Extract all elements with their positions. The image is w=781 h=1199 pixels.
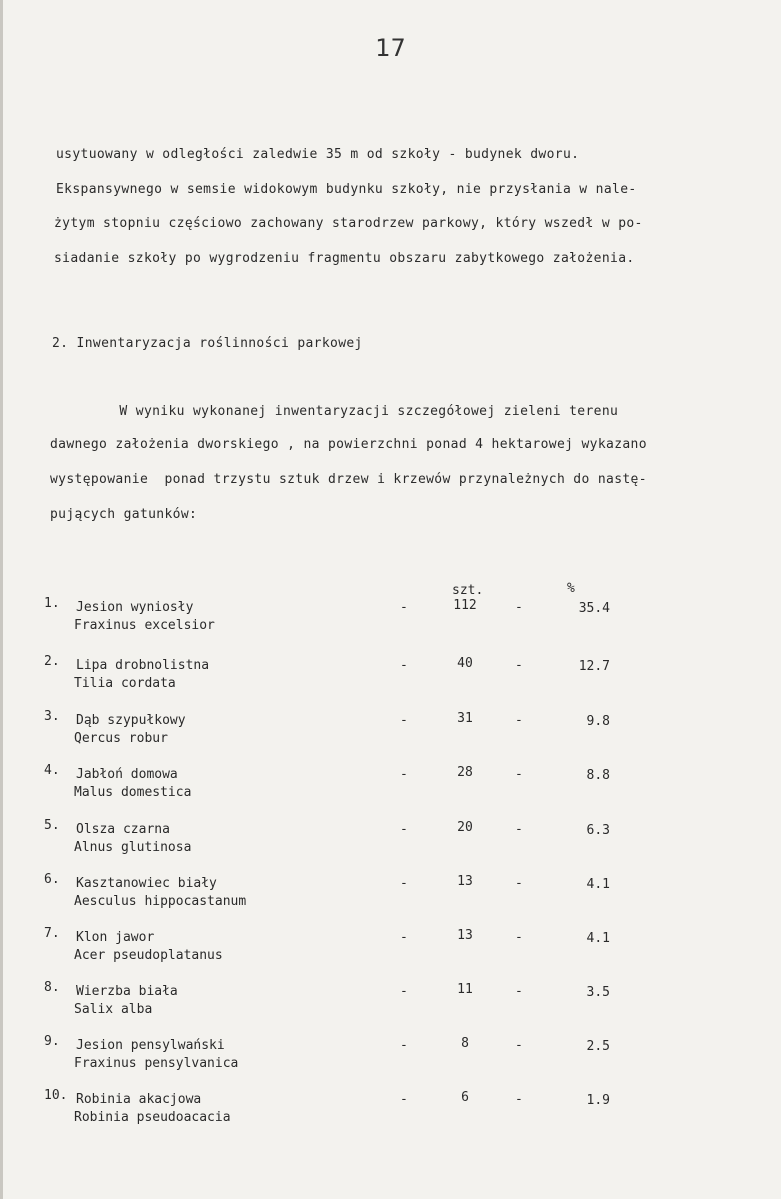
species-latin-name: Alnus glutinosa: [74, 840, 192, 855]
species-polish-name: Jesion wyniosły: [76, 600, 194, 615]
page-number: 17: [375, 34, 406, 62]
count-value: 11: [457, 982, 473, 997]
percent-value: 4.1: [586, 877, 610, 892]
separator-dash: -: [515, 600, 523, 615]
intro-line: usytuowany w odległości zaledwie 35 m od szkoły - budynek dworu.: [56, 147, 580, 162]
row-number: 8.: [44, 980, 60, 995]
row-number: 6.: [44, 872, 60, 887]
intro-line: siadanie szkoły po wygrodzeniu fragmentu obszaru zabytkowego założenia.: [54, 251, 635, 266]
species-latin-name: Fraxinus excelsior: [74, 618, 215, 633]
separator-dash: -: [515, 1092, 523, 1107]
count-value: 8: [461, 1036, 469, 1051]
table-row: [0, 872, 781, 922]
table-row: [0, 980, 781, 1030]
paragraph-line: występowanie ponad trzystu sztuk drzew i krzewów przynależnych do nastę-: [50, 472, 647, 487]
species-polish-name: Klon jawor: [76, 930, 155, 945]
table-row: [0, 1088, 781, 1138]
species-polish-name: Kasztanowiec biały: [76, 876, 217, 891]
separator-dash: -: [515, 822, 523, 837]
species-latin-name: Fraxinus pensylvanica: [74, 1056, 239, 1071]
separator-dash: -: [515, 984, 523, 999]
table-row: [0, 596, 781, 646]
row-number: 2.: [44, 654, 60, 669]
count-value: 13: [457, 874, 473, 889]
percent-value: 9.8: [586, 714, 610, 729]
count-value: 20: [457, 820, 473, 835]
species-latin-name: Qercus robur: [74, 731, 168, 746]
separator-dash: -: [400, 1038, 408, 1053]
species-polish-name: Jabłoń domowa: [76, 767, 178, 782]
species-latin-name: Acer pseudoplatanus: [74, 948, 223, 963]
separator-dash: -: [400, 984, 408, 999]
paragraph-line: pujących gatunków:: [50, 507, 198, 522]
paragraph-line: W wyniku wykonanej inwentaryzacji szczegółowej zieleni terenu: [54, 404, 619, 419]
percent-value: 1.9: [586, 1093, 610, 1108]
separator-dash: -: [400, 713, 408, 728]
species-latin-name: Malus domestica: [74, 785, 192, 800]
separator-dash: -: [400, 1092, 408, 1107]
separator-dash: -: [515, 713, 523, 728]
section-number: 2.: [52, 336, 69, 351]
separator-dash: -: [400, 658, 408, 673]
separator-dash: -: [400, 876, 408, 891]
table-row: [0, 926, 781, 976]
species-latin-name: Aesculus hippocastanum: [74, 894, 247, 909]
separator-dash: -: [515, 930, 523, 945]
count-value: 31: [457, 711, 473, 726]
percent-value: 12.7: [578, 659, 610, 674]
row-number: 3.: [44, 709, 60, 724]
separator-dash: -: [515, 1038, 523, 1053]
species-polish-name: Wierzba biała: [76, 984, 178, 999]
species-polish-name: Dąb szypułkowy: [76, 713, 186, 728]
separator-dash: -: [400, 600, 408, 615]
row-number: 9.: [44, 1034, 60, 1049]
separator-dash: -: [515, 876, 523, 891]
species-polish-name: Robinia akacjowa: [76, 1092, 202, 1107]
species-polish-name: Lipa drobnolistna: [76, 658, 210, 673]
species-polish-name: Jesion pensylwański: [76, 1038, 225, 1053]
percent-value: 6.3: [586, 823, 610, 838]
table-row: [0, 818, 781, 868]
section-heading: [52, 336, 363, 351]
row-number: 1.: [44, 596, 60, 611]
count-column-header: szt.: [452, 583, 484, 598]
species-latin-name: Robinia pseudoacacia: [74, 1110, 231, 1125]
separator-dash: -: [515, 767, 523, 782]
percent-value: 3.5: [586, 985, 610, 1000]
row-number: 10.: [44, 1088, 68, 1103]
count-value: 40: [457, 656, 473, 671]
species-latin-name: Tilia cordata: [74, 676, 176, 691]
count-value: 13: [457, 928, 473, 943]
count-value: 112: [453, 598, 477, 613]
species-latin-name: Salix alba: [74, 1002, 153, 1017]
percent-value: 4.1: [586, 931, 610, 946]
count-value: 28: [457, 765, 473, 780]
table-row: [0, 654, 781, 704]
separator-dash: -: [400, 822, 408, 837]
row-number: 7.: [44, 926, 60, 941]
row-number: 5.: [44, 818, 60, 833]
section-title: Inwentaryzacja roślinności parkowej: [76, 336, 363, 351]
paragraph-line: dawnego założenia dworskiego , na powierzchni ponad 4 hektarowej wykazano: [50, 437, 647, 452]
percent-value: 2.5: [586, 1039, 610, 1054]
separator-dash: -: [400, 930, 408, 945]
separator-dash: -: [400, 767, 408, 782]
row-number: 4.: [44, 763, 60, 778]
count-value: 6: [461, 1090, 469, 1105]
table-row: [0, 763, 781, 813]
percent-value: 8.8: [586, 768, 610, 783]
species-polish-name: Olsza czarna: [76, 822, 170, 837]
percent-value: 35.4: [578, 601, 610, 616]
table-row: [0, 709, 781, 759]
intro-line: żytym stopniu częściowo zachowany starodrzew parkowy, który wszedł w po-: [54, 216, 643, 231]
table-row: [0, 1034, 781, 1084]
intro-line: Ekspansywnego w semsie widokowym budynku szkoły, nie przysłania w nale-: [56, 182, 637, 197]
percent-column-header: %: [567, 581, 575, 596]
separator-dash: -: [515, 658, 523, 673]
